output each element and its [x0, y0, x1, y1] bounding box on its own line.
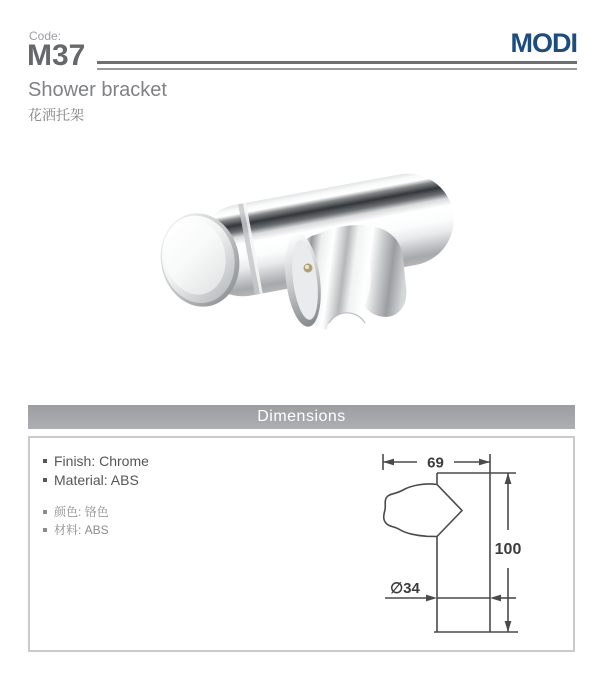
brand-logo: MODI [510, 28, 577, 58]
product-title-en: Shower bracket [28, 79, 167, 101]
spec-material: Material: ABS [42, 471, 149, 490]
spec-list [42, 452, 149, 539]
product-title-zh: 花洒托架 [28, 107, 84, 123]
dimension-arrows [383, 459, 511, 632]
width-dim-label: 69 [427, 454, 444, 472]
holder-clip-profile [384, 484, 462, 537]
spec-material-zh: 材料: ABS [42, 521, 149, 539]
bracket-cup-holder [280, 225, 406, 355]
dimensions-section-header: Dimensions [28, 405, 575, 429]
code-label: Code: [29, 29, 62, 43]
height-dim-label: 100 [494, 541, 522, 558]
diameter-dim-label: ∅34 [390, 580, 420, 597]
technical-drawing [360, 440, 575, 652]
header-divider-thin [97, 68, 577, 70]
product-photo-chrome-shower-bracket [150, 140, 470, 380]
spec-finish: Finish: Chrome [42, 452, 149, 471]
product-code: M37 [27, 39, 86, 72]
header-divider [97, 61, 577, 70]
header-divider-thick [97, 61, 577, 64]
spec-finish-zh: 颜色: 铬色 [42, 503, 149, 521]
